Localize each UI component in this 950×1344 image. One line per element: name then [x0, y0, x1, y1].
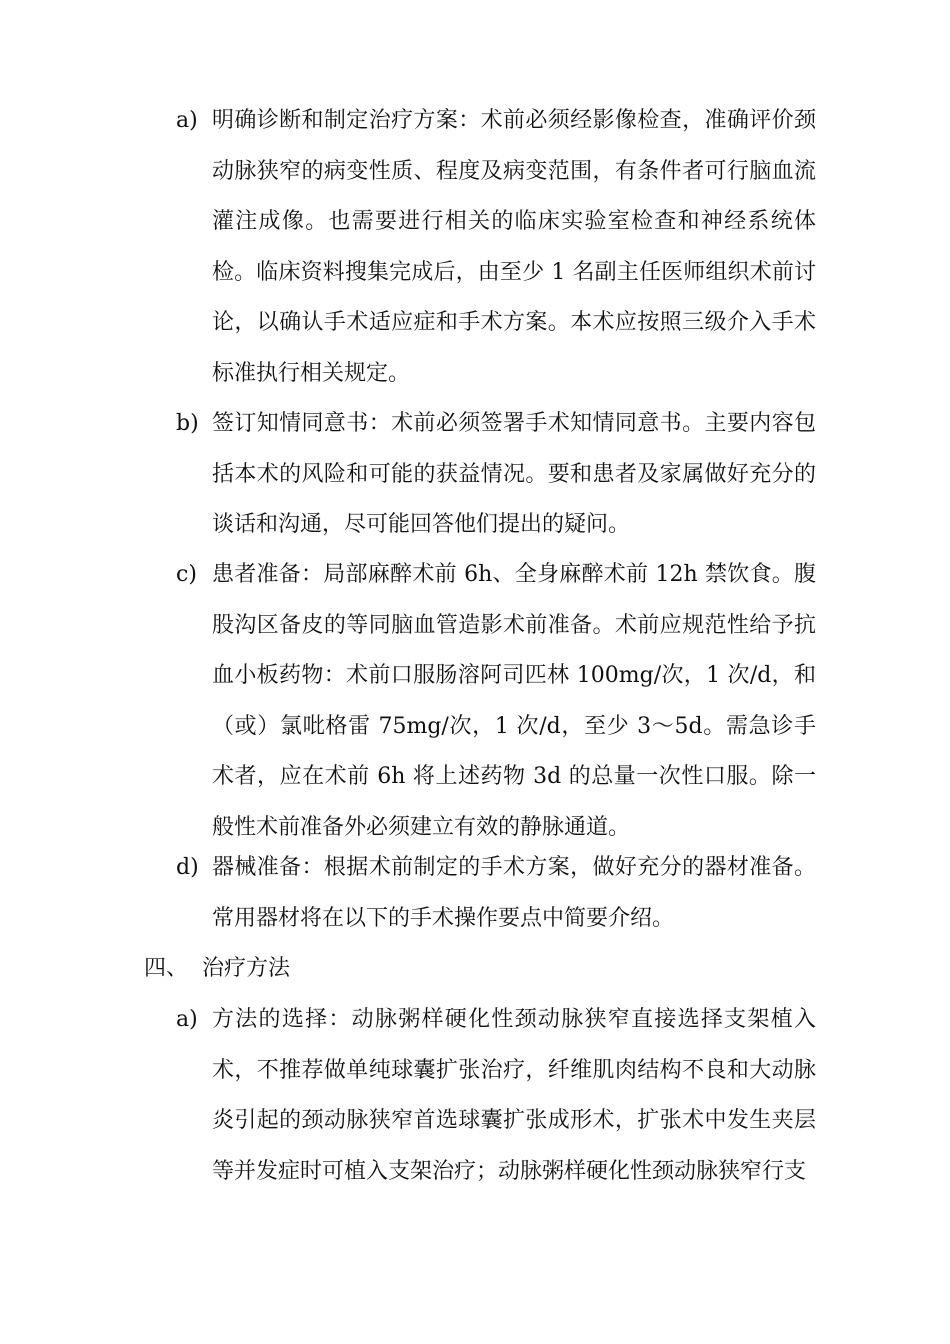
paragraph-diagnosis-plan: 明确诊断和制定治疗方案：术前必须经影像检查，准确评价颈动脉狭窄的病变性质、程度及病变范围，有条件者可行脑血流灌注成像。也需要进行相关的临床实验室检查和神经系统体检。临床资料搜集完成后，由至少 1 名副主任医师组织术前讨论，以确认手术适应症和手术方案。本术应按照三级介入手术标准执行相关规定。 [212, 108, 816, 386]
section-number: 四、 [144, 956, 189, 981]
list-item-b [176, 399, 816, 551]
section-title: 治疗方法 [202, 956, 291, 981]
paragraph-informed-consent: 签订知情同意书：术前必须签署手术知情同意书。主要内容包括本术的风险和可能的获益情况。要和患者及家属做好充分的谈话和沟通，尽可能回答他们提出的疑问。 [212, 411, 816, 537]
list-item-d [176, 843, 816, 944]
list-marker: d) [176, 855, 199, 880]
list-item-c [176, 550, 816, 853]
paragraph-equipment-preparation: 器械准备：根据术前制定的手术方案，做好充分的器材准备。常用器材将在以下的手术操作要点中简要介绍。 [212, 855, 816, 931]
paragraph-method-selection: 方法的选择：动脉粥样硬化性颈动脉狭窄直接选择支架植入术，不推荐做单纯球囊扩张治疗，纤维肌肉结构不良和大动脉炎引起的颈动脉狭窄首选球囊扩张成形术，扩张术中发生夹层等并发症时可植入支架治疗；动脉粥样硬化性颈动脉狭窄行支 [212, 1007, 816, 1184]
list-marker: c) [176, 562, 197, 587]
list-marker: b) [176, 411, 199, 436]
list-marker: a) [176, 1007, 198, 1032]
section-heading-treatment-methods [144, 944, 744, 995]
list-item-method-selection [176, 995, 816, 1197]
paragraph-patient-preparation: 患者准备：局部麻醉术前 6h、全身麻醉术前 12h 禁饮食。腹股沟区备皮的等同脑血管造影术前准备。术前应规范性给予抗血小板药物：术前口服肠溶阿司匹林 100mg/次，1 次/d，和（或）氯吡格雷 75mg/次，1 次/d，至少 3～5d。需急诊手术者，应在术前 6h 将上述药物 3d 的总量一次性口服。除一般性术前准备外必须建立有效的静脉通道。 [212, 562, 816, 840]
list-item-a [176, 96, 816, 399]
list-marker: a) [176, 108, 198, 133]
